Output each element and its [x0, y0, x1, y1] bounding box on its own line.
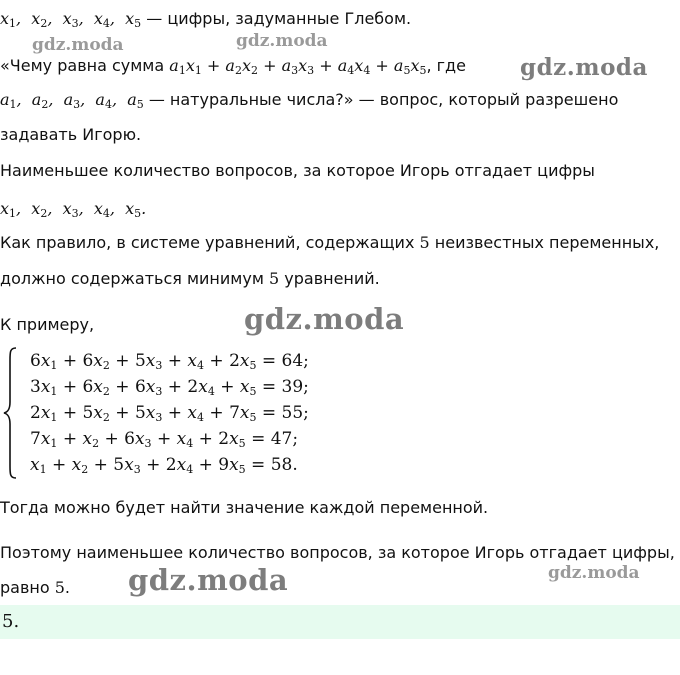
equation-row: $2x_1 + 5x_2 + 5x_3 + x_4 + 7x_5 = 55$; [30, 403, 309, 424]
brace-icon [2, 346, 18, 480]
line12-start: равно [0, 578, 55, 597]
line8-start: должно содержаться минимум [0, 269, 269, 288]
line5: Наименьшее количество вопросов, за которое Игорь отгадает цифры [0, 161, 595, 180]
var-list: $x_1$, $x_2$, $x_3$, $x_4$, $x_5$ [0, 9, 142, 30]
line12 [0, 577, 70, 599]
watermark: gdz.moda [236, 31, 328, 51]
sum-formula: $a_1x_1 + a_2x_2 + a_3x_3 + a_4x_4 + a_5x_5$ [169, 56, 427, 77]
watermark: gdz.moda [548, 563, 640, 583]
variables-line-2: $x_1$, $x_2$, $x_3$, $x_4$, $x_5$. [0, 199, 147, 220]
line7-end: неизвестных переменных, [429, 233, 660, 252]
equation-row: $6x_1 + 6x_2 + 5x_3 + x_4 + 2x_5 = 64$; [30, 351, 309, 372]
line7-start: Как правило, в системе уравнений, содержащих [0, 233, 420, 252]
line10: Тогда можно будет найти значение каждой переменной. [0, 498, 489, 517]
coefficients-line [0, 89, 618, 111]
line12-num: 5 [54, 578, 65, 597]
watermark: gdz.moda [244, 302, 405, 336]
equation-system [0, 346, 360, 480]
coef-list: $a_1$, $a_2$, $a_3$, $a_4$, $a_5$ [0, 90, 144, 111]
line7 [0, 232, 659, 254]
line2-end: , где [426, 56, 466, 75]
equation-row: $x_1 + x_2 + 5x_3 + 2x_4 + 9x_5 = 58$. [30, 455, 298, 476]
line12-end: . [64, 578, 71, 597]
line9: К примеру, [0, 315, 95, 334]
question-line [0, 55, 466, 77]
line8-num: 5 [268, 269, 280, 288]
line4: задавать Игорю. [0, 125, 142, 144]
answer-box [0, 605, 680, 639]
line2-start: «Чему равна сумма [0, 56, 170, 75]
watermark: gdz.moda [32, 35, 124, 55]
line11: Поэтому наименьшее количество вопросов, за которое Игорь отгадает цифры, [0, 543, 675, 562]
watermark: gdz.moda [128, 563, 289, 597]
equation-row: $3x_1 + 6x_2 + 6x_3 + 2x_4 + x_5 = 39$; [30, 377, 309, 398]
watermark: gdz.moda [520, 54, 648, 81]
variables-line [0, 8, 411, 30]
equation-row: $7x_1 + x_2 + 6x_3 + x_4 + 2x_5 = 47$; [30, 429, 299, 450]
line7-num: 5 [419, 233, 430, 252]
line3-text: — натуральные числа?» — вопрос, который разрешено [143, 90, 619, 109]
line8-end: уравнений. [279, 269, 380, 288]
line1-text: — цифры, задуманные Глебом. [141, 9, 412, 28]
answer-value: 5. [2, 611, 20, 632]
line8 [0, 268, 380, 290]
